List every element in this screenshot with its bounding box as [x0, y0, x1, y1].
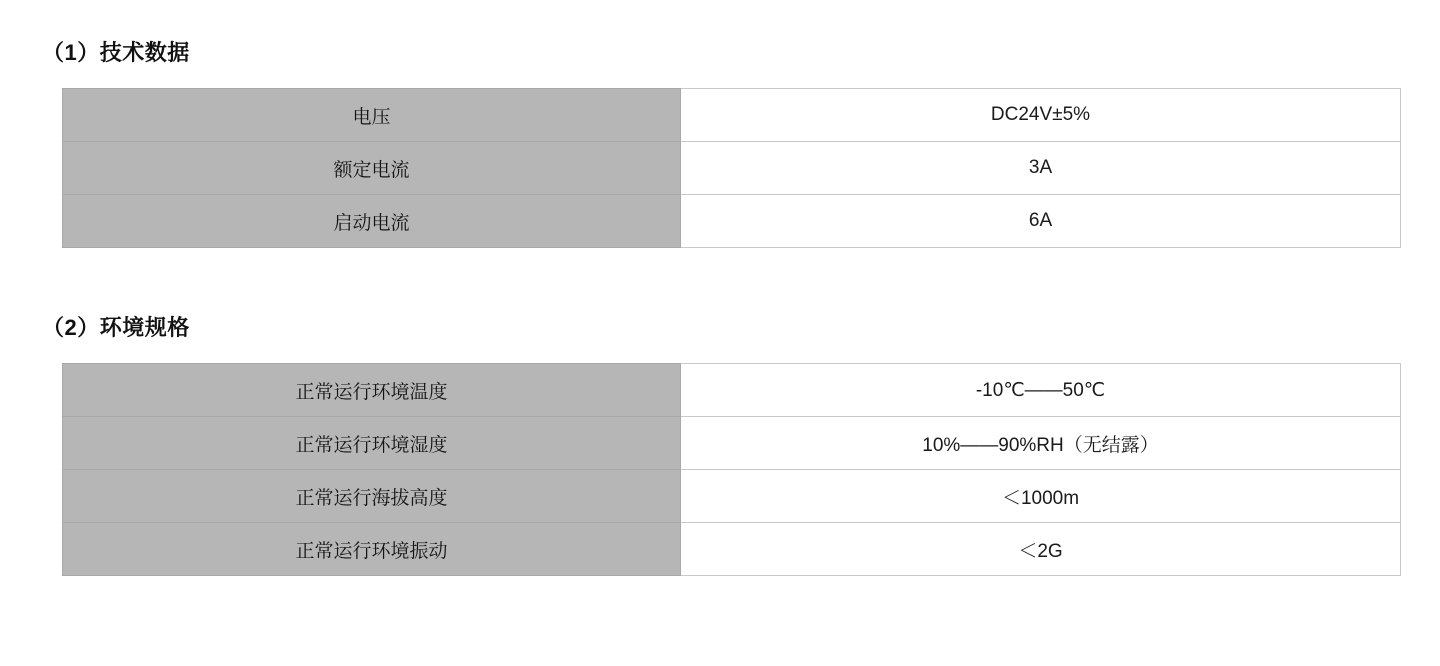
table-cell-value: ＜1000m: [681, 470, 1401, 523]
technical-data-table: [62, 88, 1401, 248]
table-row: [63, 364, 1401, 417]
table-cell-value: 10%——90%RH（无结露）: [681, 417, 1401, 470]
section-heading-technical-data: （1）技术数据: [42, 40, 190, 65]
table-cell-value: ＜2G: [681, 523, 1401, 576]
environment-specs-table-body: [63, 364, 1401, 576]
table-row: [63, 470, 1401, 523]
section-technical-data: [0, 40, 1440, 248]
environment-specs-table: [62, 363, 1401, 576]
table-cell-label: 正常运行海拔高度: [63, 470, 681, 523]
table-cell-label: 电压: [63, 89, 681, 142]
table-cell-value: 6A: [681, 195, 1401, 248]
table-cell-value: 3A: [681, 142, 1401, 195]
table-row: [63, 195, 1401, 248]
section-heading-environment-specs: （2）环境规格: [42, 315, 190, 340]
table-cell-label: 启动电流: [63, 195, 681, 248]
table-cell-label: 正常运行环境振动: [63, 523, 681, 576]
table-cell-value: DC24V±5%: [681, 89, 1401, 142]
table-cell-label: 正常运行环境湿度: [63, 417, 681, 470]
section-environment-specs: [0, 315, 1440, 576]
table-row: [63, 142, 1401, 195]
table-row: [63, 417, 1401, 470]
table-row: [63, 89, 1401, 142]
technical-data-table-body: [63, 89, 1401, 248]
table-row: [63, 523, 1401, 576]
table-cell-label: 正常运行环境温度: [63, 364, 681, 417]
table-cell-value: -10℃——50℃: [681, 364, 1401, 417]
table-cell-label: 额定电流: [63, 142, 681, 195]
